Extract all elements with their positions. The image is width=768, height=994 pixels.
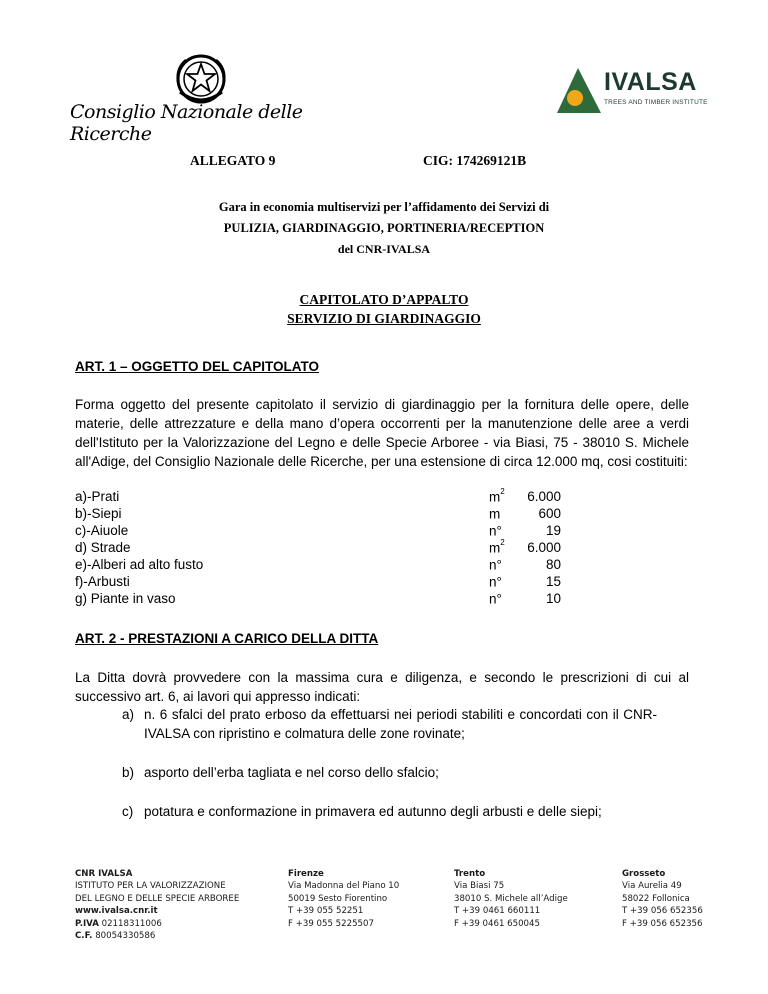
list-item: c)-Aiuole n° 19 [75,523,561,539]
footer-trento: Trento Via Biasi 75 38010 S. Michele all’Adige T +39 0461 660111 F +39 0461 650045 [454,869,568,929]
list-item: c) potatura e conformazione in primavera ed autunno degli arbusti e delle siepi; [122,804,602,819]
servizio-title: SERVIZIO DI GIARDINAGGIO [287,311,481,326]
list-item: a)-Prati $m^2$ 6.000 [75,487,561,505]
list-item: a) n. 6 sfalci del prato erboso da effettuarsi nei periodi stabiliti e concordati con il CNR-IVALSA con ripristino e colmatura delle zone rovinate; [122,707,657,741]
del-cnr: del CNR-IVALSA [337,242,431,256]
footer-firenze: Firenze Via Madonna del Piano 10 50019 Sesto Fiorentino T +39 055 52251 F +39 055 5225507 [288,869,400,929]
italian-republic-emblem-icon [172,52,230,108]
gara-title: Gara in economia multiservizi per l’affidamento dei Servizi di [218,200,550,214]
list-item: e)-Alberi ad alto fusto n° 80 [75,557,561,573]
servizi-title: PULIZIA, GIARDINAGGIO, PORTINERIA/RECEPTION [223,221,545,235]
footer-cnr-ivalsa: CNR IVALSA ISTITUTO PER LA VALORIZZAZIONE DEL LEGNO E DELLE SPECIE ARBOREE www.ivalsa.cnr.it P.IVA 02118311006 C.F. 80054330586 [75,869,240,942]
art1-paragraph: Forma oggetto del presente capitolato il servizio di giardinaggio per la fornitura delle opere, delle materie, delle attrezzature e della mano d’opera occorrenti per la manutenzione delle aree a verdi dell'Istituto per la Valorizzazione del Legno e delle Specie Arboree - via Biasi, 75 - 38010 S. Michele all'Adige, del Consiglio Nazionale delle Ricerche, per una estensione di circa 12.000 mq, cosi costituiti: [75,397,689,469]
cig-code: CIG: 174269121B [423,153,527,168]
footer-grosseto: Grosseto Via Aurelia 49 58022 Follonica T +39 056 652356 F +39 056 652356 [622,869,703,929]
capitolato-title: CAPITOLATO D’APPALTO [299,292,469,307]
art2-heading: ART. 2 - PRESTAZIONI A CARICO DELLA DITTA [75,631,379,646]
cnr-name: Consiglio Nazionale delle Ricerche [70,101,303,145]
area-list [75,489,595,608]
art1-heading: ART. 1 – OGGETTO DEL CAPITOLATO [75,359,320,374]
list-item: f)-Arbusti n° 15 [75,574,561,590]
art2-paragraph: La Ditta dovrà provvedere con la massima cura e diligenza, e secondo le prescrizioni di cui al successivo art. 6, ai lavori qui appresso indicati: [75,670,689,704]
list-item: g) Piante in vaso n° 10 [75,591,561,607]
list-item: d) Strade $m^2$ 6.000 [75,538,561,556]
ivalsa-name: IVALSA [604,68,697,96]
list-item: b)-Siepi m 600 [75,506,561,522]
ivalsa-tagline: TREES AND TIMBER INSTITUTE [604,99,708,106]
list-item: b) asporto dell’erba tagliata e nel corso dello sfalcio; [122,765,439,780]
allegato-label: ALLEGATO 9 [190,153,276,168]
